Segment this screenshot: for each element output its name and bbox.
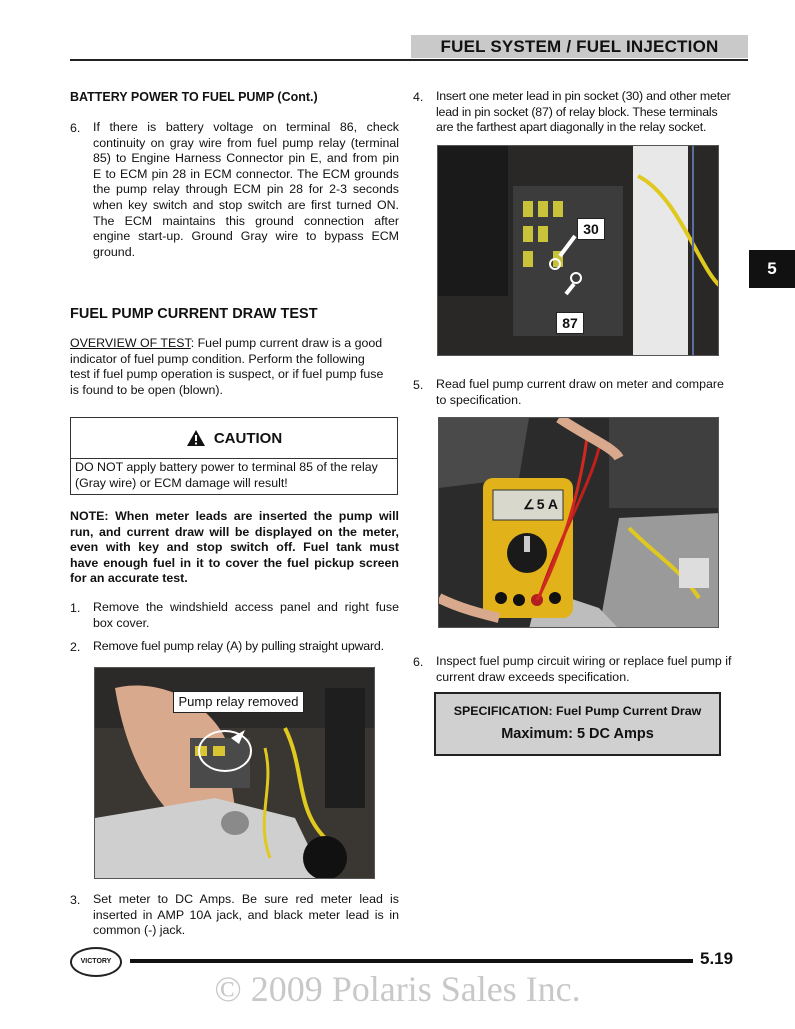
step-number: 3.	[70, 893, 81, 907]
text-line: are the farthest apart diagonally in the relay socket.	[436, 120, 707, 135]
victory-logo: VICTORY	[70, 947, 122, 977]
text-line: current draw exceeds specification.	[436, 669, 630, 684]
meter-image	[439, 418, 719, 628]
text-line: indicator of fuel pump condition. Perform the following	[70, 351, 365, 366]
step3-paragraph	[93, 892, 399, 939]
caution-header	[71, 418, 397, 458]
step-number: 1.	[70, 601, 81, 615]
chapter-tab: 5	[749, 250, 795, 288]
text-line: lead in pin socket (87) of relay block. These terminals	[436, 104, 718, 119]
note-paragraph	[70, 509, 399, 587]
caution-text	[75, 460, 395, 491]
text-line: (Gray wire) or ECM damage will result!	[75, 475, 288, 490]
text-line: is found to be open (blown).	[70, 382, 223, 397]
step-number: 6.	[70, 121, 81, 135]
text-line: E to ECM pin 28 in ECM connector. The ECM grounds	[93, 166, 399, 181]
text-line: Insert one meter lead in pin socket (30) and other meter	[436, 89, 731, 103]
section-title: BATTERY POWER TO FUEL PUMP (Cont.)	[70, 90, 318, 104]
text-line: Set meter to DC Amps. Be sure red meter lead is	[93, 892, 399, 906]
text-line: engine start-up. Ground Gray wire to bypass ECM	[93, 229, 399, 244]
specification-box	[434, 692, 721, 756]
step-number: 5.	[413, 378, 424, 392]
step2-text: Remove fuel pump relay (A) by pulling straight upward.	[93, 639, 384, 653]
step6-paragraph	[93, 120, 399, 260]
text-line: Remove the windshield access panel and right fuse	[93, 600, 399, 614]
step-number: 6.	[413, 655, 424, 669]
text-line: DO NOT apply battery power to terminal 85 of the relay	[75, 460, 378, 474]
text-line: for an accurate test.	[70, 571, 188, 586]
caution-box	[70, 417, 398, 495]
page-number: 5.19	[700, 949, 734, 968]
text-line: have enough fuel in it to cover the fuel pickup screen	[70, 555, 399, 570]
angle-icon: ∠	[523, 497, 535, 512]
text-line: the pump relay through ECM pin 28 for 2-3 seconds	[93, 182, 399, 197]
text-line: ground.	[93, 244, 136, 259]
text-line: box cover.	[93, 615, 150, 630]
text-line: 85) to Engine Harness Connector pin E, and from pin	[93, 151, 399, 166]
text-line: Inspect fuel pump circuit wiring or replace fuel pump if	[436, 654, 732, 668]
step1-paragraph	[93, 600, 399, 631]
text-line: Read fuel pump current draw on meter and compare	[436, 377, 724, 391]
pump-relay-callout: Pump relay removed	[173, 691, 304, 713]
step-number: 2.	[70, 640, 81, 654]
text-line: run, and current draw will be displayed on the meter,	[70, 524, 399, 539]
footer-rule	[130, 959, 693, 963]
page-header-title: FUEL SYSTEM / FUEL INJECTION	[440, 37, 719, 56]
step6-right-paragraph	[436, 654, 748, 685]
text-line: even with key and stop switch off. Fuel tank must	[70, 540, 399, 555]
caution-divider	[71, 458, 397, 459]
spec-value: Maximum: 5 DC Amps	[501, 726, 654, 742]
text-line: when key switch and stop switch are first turned ON.	[93, 197, 399, 212]
step4-paragraph	[436, 89, 744, 136]
overview-label: OVERVIEW OF TEST	[70, 336, 191, 350]
header-rule	[70, 59, 748, 61]
meter-photo	[438, 417, 719, 628]
text-line: inserted in AMP 10A jack, and black meter lead is in	[93, 907, 399, 922]
text-line: : Fuel pump current draw is a good	[190, 336, 383, 350]
copyright-watermark: © 2009 Polaris Sales Inc.	[214, 969, 581, 1009]
text-line: common (-) jack.	[93, 923, 186, 938]
step-number: 4.	[413, 90, 424, 104]
text-line: continuity on gray wire from fuel pump relay (terminal	[93, 135, 399, 150]
text-line: to specification.	[436, 392, 522, 407]
overview-paragraph	[70, 336, 400, 398]
step5-paragraph	[436, 377, 746, 408]
test-title: FUEL PUMP CURRENT DRAW TEST	[70, 306, 318, 322]
warning-icon	[186, 429, 206, 447]
pin-30-label: 30	[577, 218, 605, 240]
pin-87-label: 87	[556, 312, 584, 334]
text-line: test if fuel pump operation is suspect, or if fuel pump fuse	[70, 367, 384, 382]
text-line: NOTE: When meter leads are inserted the pump will	[70, 509, 399, 523]
text-line: The ECM maintains this ground connection after	[93, 213, 399, 228]
spec-title: SPECIFICATION: Fuel Pump Current Draw	[453, 704, 702, 718]
meter-display	[496, 496, 558, 516]
caution-title: CAUTION	[213, 429, 283, 447]
text-line: If there is battery voltage on terminal 86, check	[93, 120, 399, 134]
meter-reading: 5 A	[536, 496, 558, 512]
